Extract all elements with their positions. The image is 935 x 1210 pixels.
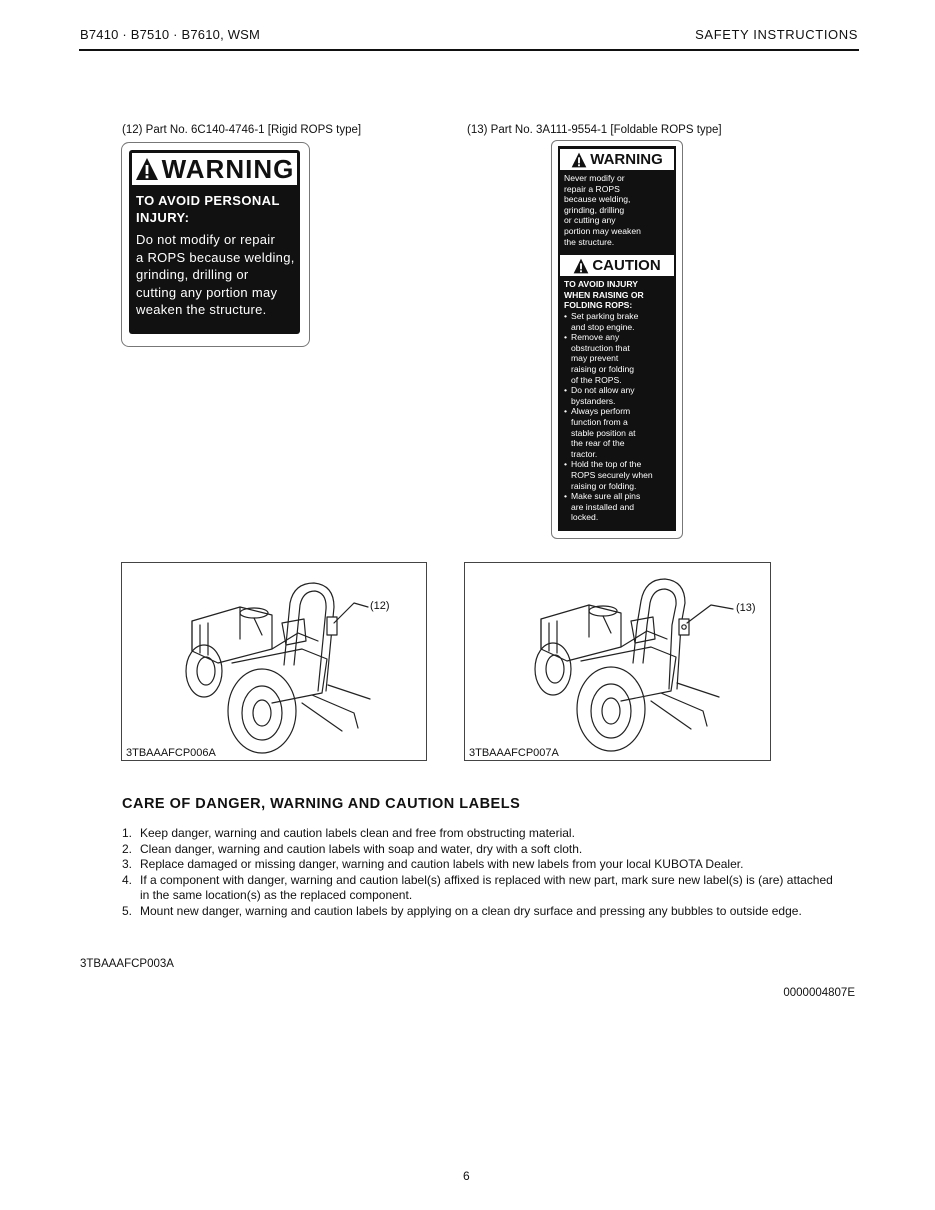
care-instructions-list [122, 826, 842, 919]
caution-item: • Do not allow any bystanders. [564, 385, 653, 406]
header-section-title: SAFETY INSTRUCTIONS [695, 27, 858, 42]
list-item [122, 842, 842, 858]
tractor-figure-foldable [464, 562, 771, 761]
header-divider [79, 49, 859, 51]
list-item-number: 1. [122, 826, 133, 840]
caution-title-band [560, 255, 674, 276]
care-section-title: CARE OF DANGER, WARNING AND CAUTION LABELS [122, 796, 521, 812]
label-12-caption: (12) Part No. 6C140-4746-1 [Rigid ROPS type] [122, 124, 362, 136]
warning-label-rigid [129, 150, 300, 334]
list-item-text: Keep danger, warning and caution labels clean and free from obstructing material. [140, 826, 575, 840]
warning-triangle-icon [135, 157, 159, 181]
list-item [122, 873, 842, 904]
figure-callout-12: (12) [370, 600, 390, 612]
list-item-number: 5. [122, 903, 133, 918]
caution-item: • Set parking brake and stop engine. [564, 311, 653, 332]
list-item [122, 826, 842, 842]
warning-body: Do not modify or repair a ROPS because welding, grinding, drilling or cutting any portion may weaken the structure. [136, 232, 295, 317]
warning-word: WARNING [161, 153, 295, 184]
tractor-foldable-rops-illustration [465, 563, 770, 760]
figure-callout-13: (13) [736, 602, 756, 614]
tractor-rigid-rops-illustration [122, 563, 426, 760]
warning-title-band [132, 153, 297, 185]
list-item-text: Mount new danger, warning and caution labels by applying on a clean dry surface and pressing any bubbles to outside edge. [140, 903, 802, 918]
warning-word: WARNING [590, 151, 663, 168]
list-item-number: 3. [122, 857, 133, 871]
tractor-figure-rigid [121, 562, 427, 761]
caution-word: CAUTION [592, 257, 661, 274]
list-item [122, 904, 842, 920]
header-model-list: B7410 · B7510 · B7610, WSM [80, 27, 261, 42]
warning-heading: TO AVOID PERSONAL INJURY: [136, 193, 280, 225]
label-13-caption: (13) Part No. 3A111-9554-1 [Foldable ROPS type] [467, 124, 722, 136]
list-item-text: If a component with danger, warning and caution label(s) affixed is replaced with new part, mark sure new label(s) is (are) attached in the same location(s) as the replaced component. [140, 872, 833, 902]
caution-item: • Always perform function from a stable position at the rear of the tractor. [564, 406, 653, 459]
caution-item: • Remove any obstruction that may prevent raising or folding of the ROPS. [564, 332, 653, 385]
caution-item: • Hold the top of the ROPS securely when raising or folding. [564, 459, 653, 491]
warning-title-band [560, 149, 674, 170]
list-item-text: Replace damaged or missing danger, warning and caution labels with new labels from your local KUBOTA Dealer. [140, 857, 744, 871]
list-item-number: 4. [122, 872, 133, 887]
caution-list [564, 311, 653, 523]
warning-caution-label-foldable [558, 146, 676, 531]
list-item-number: 2. [122, 841, 133, 856]
caution-item: • Make sure all pins are installed and locked. [564, 491, 653, 523]
list-item-text: Clean danger, warning and caution labels with soap and water, dry with a soft cloth. [140, 841, 583, 856]
warning-triangle-icon [571, 152, 587, 168]
caution-heading: TO AVOID INJURY WHEN RAISING OR FOLDING ROPS: [564, 279, 644, 311]
caution-triangle-icon [573, 258, 589, 274]
figure-code-left: 3TBAAAFCP006A [126, 747, 216, 759]
list-item [122, 857, 842, 873]
document-code: 0000004807E [783, 987, 855, 999]
reference-code: 3TBAAAFCP003A [80, 958, 174, 970]
figure-code-right: 3TBAAAFCP007A [469, 747, 559, 759]
page-number: 6 [463, 1169, 470, 1183]
warning-text: Never modify or repair a ROPS because welding, grinding, drilling or cutting any portion may weaken the structure. [564, 173, 641, 247]
